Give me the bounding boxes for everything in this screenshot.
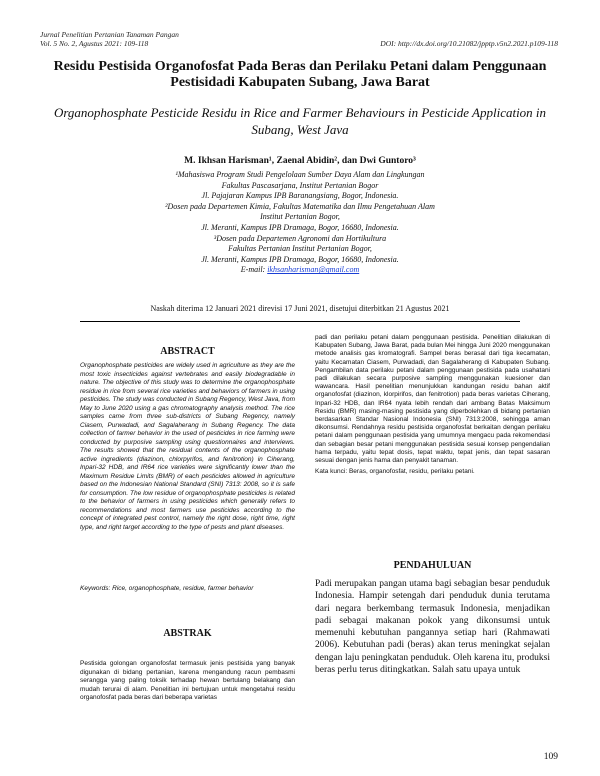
abstrak-continued: padi dan perilaku petani dalam penggunaan pestisida. Penelitian dilakukan di Kabupaten Subang, Jawa Barat, pada bulan Mei hingga Juni 2020 menggunakan metode analisis gas kromatografi. Sampel beras berasal dari tiga kecamatan, yaitu Kecamatan Ciasem, Purwadadi, dan Sagalaherang di Kabupaten Subang. Pengambilan data perilaku petani dalam penggunaan pestisida pada usahatani padi dilakukan secara purposive sampling menggunakan kuesioner dan wawancara. Hasil penelitian menunjukkan kandungan residu bahan aktif organofosfat (diazinon, klorpirifos, dan fenitrotion) pada beras varietas Ciherang, Inpari-32 HDB, dan IR64 nyata lebih rendah dari ambang Batas Maksimum Residu (BMR) masing-masing pestisida yang diperbolehkan di bidang pertanian berdasarkan Standar Nasional Indonesia (SNI) 7313:2008, sehingga aman dikonsumsi. Rendahnya residu pestisida organofosfat berkaitan dengan perilaku petani dalam penggunaan pestisida yang umumnya mengacu pada rekomendasi dan sebagian besar petani menggunakan pestisida sesuai konsep pengendalian hama terpadu, yaitu tepat dosis, tepat waktu, tepat jenis, dan tepat sasaran sesuai dengan jenis hama dan penyakit tanaman. (315, 334, 550, 465)
affiliation-line: ¹Mahasiswa Program Studi Pengelolaan Sumber Daya Alam dan Lingkungan (175, 170, 425, 179)
email-line (40, 265, 560, 276)
email-link[interactable]: ikhsanharisman@gmail.com (267, 265, 360, 275)
author-list: M. Ikhsan Harisman¹, Zaenal Abidin², dan Dwi Guntoro³ (184, 156, 416, 166)
affiliation-line: ²Dosen pada Departemen Kimia, Fakultas Matematika dan Ilmu Pengetahuan Alam (165, 201, 435, 211)
abstract-body (80, 362, 295, 532)
affiliation-line: Jl. Meranti, Kampus IPB Dramaga, Bogor, 16680, Indonesia. (201, 254, 399, 264)
pendahuluan-text: Padi merupakan pangan utama bagi sebagian besar penduduk Indonesia. Hampir setengah dari penduduk dunia terutama dari negara berkembang termasuk Indonesia, menjadikan padi sebagai makanan pokok yang dikonsumsi untuk memenuhi kebutuhan pangannya setiap hari (Rahmawati 2006). Kebutuhan padi (beras) akan terus meningkat sejalan dengan laju peningkatan penduduk. Oleh karena itu, produksi beras perlu terus ditingkatkan. Salah satu upaya untuk (315, 579, 550, 676)
pendahuluan-heading: PENDAHULUAN (393, 560, 472, 571)
journal-volume: Vol. 5 No. 2, Agustus 2021: 109-118 (40, 39, 149, 48)
header-divider (80, 321, 520, 322)
submission-dates: Naskah diterima 12 Januari 2021 direvisi 17 Juni 2021, disetujui diterbitkan 21 Agustus 2021 (150, 304, 450, 313)
paper-title: Residu Pestisida Organofosfat Pada Beras dan Perilaku Petani dalam Penggunaan Pestisidadi Kabupaten Subang, Jawa Barat (53, 59, 547, 90)
abstrak-keywords: Kata kunci: Beras, organofosfat, residu, perilaku petani. (315, 468, 475, 475)
email-label: E-mail: (240, 265, 268, 275)
affiliation-line: Fakultas Pascasarjana, Institut Pertanian Bogor (221, 180, 379, 190)
affiliation-line: ³Dosen pada Departemen Agronomi dan Hortikultura (213, 233, 387, 243)
affiliation-line: Jl. Pajajaran Kampus IPB Baranangsiang, Bogor, Indonesia. (201, 191, 399, 201)
affiliation-line: Jl. Meranti, Kampus IPB Dramaga, Bogor, 16680, Indonesia. (201, 222, 399, 232)
page-number: 109 (543, 752, 558, 762)
abstract-heading: ABSTRACT (160, 346, 215, 357)
journal-title: Jurnal Penelitian Pertanian Tanaman Pangan (40, 30, 179, 39)
affiliation-line: Fakultas Pertanian Institut Pertanian Bogor, (228, 244, 372, 254)
affiliations (40, 170, 560, 276)
doi-line[interactable]: DOI: http://dx.doi.org/10.21082/jpptp.v5n2.2021.p109-118 (380, 39, 558, 48)
abstract-keywords: Keywords: Rice, organophosphate, residue, farmer behavior (80, 585, 254, 592)
journal-name (40, 30, 179, 48)
abstrak-text: Pestisida golongan organofosfat termasuk jenis pestisida yang banyak digunakan di bidang pertanian, karena mengandung racun pembasmi serangga yang paling toksik terhadap hewan bertulang belakang dan mudah terurai di alam. Penelitian ini bertujuan untuk mengetahui residu organofosfat pada beras dari beberapa varietas (80, 660, 295, 701)
paper-title-english: Organophosphate Pesticide Residu in Rice and Farmer Behaviours in Pesticide Application in Subang, West Java (53, 105, 547, 137)
affiliation-line: Institut Pertanian Bogor, (260, 212, 340, 222)
abstract-text: Organophosphate pesticides are widely used in agriculture as they are the most toxic insecticides against vertebrates and easily biodegradable in nature. The objective of this study was to determine the organophosphate residue in rice from several rice varieties and behaviors of farmers in using pesticides. The study was conducted in Subang Regency, West Java, from May to June 2020 using a gas chromatography analysis method. The rice samples came from three sub-districts of Subang Regency, namely Ciasem, Purwadadi, and Sagalaherang in Subang Regency. The data collection of farmer behavior in the used of pesticides in rice farming were conducted by purposive sampling using questionnaires and interviews. The results showed that the residual contents of the organophosphate active ingredients (diazinon, chlorpyrifos, and fenitrotion) in Ciherang, Inpari-32 HDB, and IR64 rice varieties were significantly lower than the Maximum Residue Limits (BMR) of each pesticides allowed in agriculture based on the Indonesian National Standard (SNI) 7313: 2008, so it is safe for consumption. The low residue of organophosphate pesticides is related to the behavior of farmers in using pesticides which generally refers to recommendations and most farmers use pesticides according to the concept of integrated pest control, namely the right dose, right time, right type, and right target according to the type of pests and plant diseases. (80, 362, 295, 531)
abstrak-heading: ABSTRAK (163, 628, 212, 639)
